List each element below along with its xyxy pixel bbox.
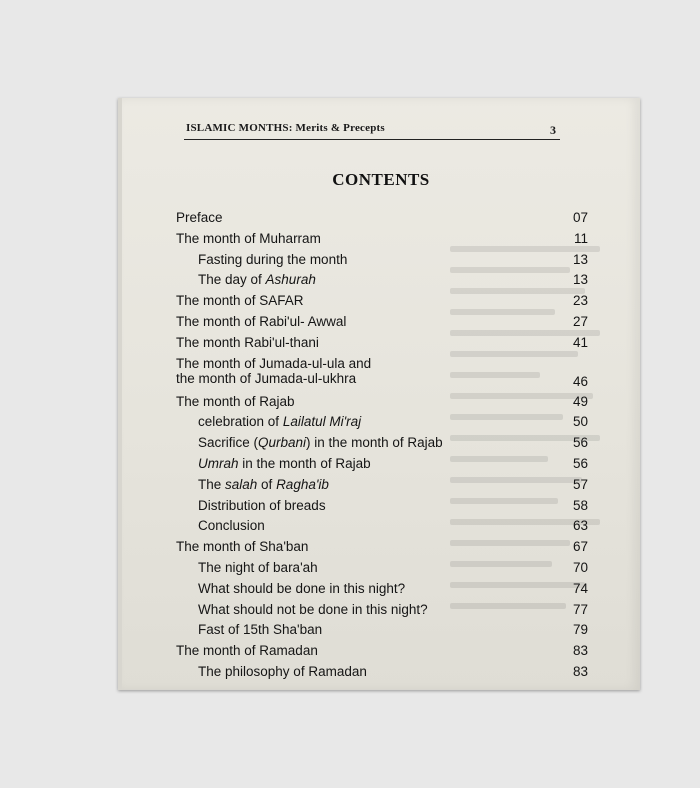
toc-entry-title	[176, 539, 308, 554]
toc-entry-title	[176, 252, 347, 267]
toc-entry-text: Distribution of breads	[198, 497, 326, 513]
toc-entry-text: The month of Muharram	[176, 230, 321, 246]
toc-page-number: 83	[572, 663, 588, 679]
toc-entry-text: The night of bara'ah	[198, 559, 318, 575]
toc-page-number: 67	[572, 539, 588, 555]
toc-entry-text: celebration of	[198, 414, 283, 430]
toc-entry-title	[176, 356, 371, 387]
toc-page-number: 49	[572, 393, 588, 409]
toc-entry	[176, 496, 588, 517]
toc-entry-text: The day of	[198, 272, 266, 288]
toc-page-number: 57	[572, 476, 588, 492]
toc-entry-title	[176, 210, 223, 225]
toc-page-number: 63	[572, 518, 588, 534]
toc-entry	[176, 250, 588, 271]
toc-page-number: 27	[572, 313, 588, 329]
table-of-contents	[176, 208, 588, 683]
toc-entry-text: The month Rabi'ul-thani	[176, 334, 319, 350]
toc-entry-text: The month of Ramadan	[176, 643, 318, 659]
toc-entry-title	[176, 231, 321, 246]
toc-entry	[176, 392, 588, 413]
toc-entry	[176, 270, 588, 291]
header-rule	[184, 139, 560, 140]
toc-entry-title	[176, 335, 319, 350]
toc-entry-text: Umrah	[198, 455, 239, 471]
toc-entry-title	[176, 456, 371, 471]
toc-entry-text: Ashurah	[265, 272, 316, 288]
toc-entry-text: Qurbani	[258, 435, 307, 451]
toc-entry	[176, 433, 588, 454]
toc-entry-text: The philosophy of Ramadan	[198, 663, 367, 679]
toc-entry-text: the month of Jumada-ul-ukhra	[176, 371, 357, 387]
toc-page-number: 74	[572, 580, 588, 596]
toc-entry-text: What should not be done in this night?	[198, 601, 428, 617]
toc-entry	[176, 208, 588, 229]
toc-page-number: 83	[572, 643, 588, 659]
toc-entry-title	[176, 560, 318, 575]
toc-entry	[176, 333, 588, 354]
toc-entry-text: The month of Jumada-ul-ula and	[176, 355, 372, 371]
toc-entry-title	[176, 314, 346, 329]
running-header: ISLAMIC MONTHS: Merits & Precepts	[186, 122, 385, 134]
toc-entry-title	[176, 272, 316, 287]
toc-entry-title	[176, 602, 428, 617]
toc-entry-text: of	[257, 476, 277, 492]
toc-entry-text: The month of SAFAR	[176, 293, 304, 309]
toc-entry	[176, 291, 588, 312]
toc-entry	[176, 641, 588, 662]
toc-entry	[176, 579, 588, 600]
toc-page-number: 77	[572, 601, 588, 617]
contents-title: CONTENTS	[332, 170, 430, 189]
toc-entry	[176, 516, 588, 537]
toc-entry-text: Fasting during the month	[198, 251, 348, 267]
toc-entry	[176, 312, 588, 333]
toc-entry-text: What should be done in this night?	[198, 580, 406, 596]
toc-page-number: 46	[572, 373, 588, 389]
toc-page-number: 07	[572, 210, 588, 225]
toc-entry-title	[176, 664, 367, 679]
toc-entry-text: The month of Rabi'ul- Awwal	[176, 313, 347, 329]
toc-entry-title	[176, 643, 318, 658]
toc-page-number: 56	[572, 435, 588, 451]
toc-entry-text: Lailatul Mi'raj	[282, 414, 362, 430]
toc-entry-title	[176, 581, 405, 596]
toc-entry	[176, 620, 588, 641]
toc-entry-text: The month of Rajab	[176, 393, 295, 409]
toc-entry	[176, 354, 588, 392]
toc-entry-text: The month of Sha'ban	[176, 539, 309, 555]
toc-page-number: 41	[572, 334, 588, 350]
toc-entry	[176, 475, 588, 496]
toc-page-number: 58	[572, 497, 588, 513]
toc-entry-text: Preface	[176, 210, 223, 225]
toc-page-number: 11	[573, 230, 588, 246]
toc-page-number: 13	[572, 272, 588, 288]
toc-entry-text: in the month of Rajab	[238, 455, 371, 471]
toc-entry-text: Sacrifice (	[198, 435, 259, 451]
toc-entry-title	[176, 477, 329, 492]
toc-entry-text: Fast of 15th Sha'ban	[198, 622, 323, 638]
toc-entry	[176, 600, 588, 621]
toc-entry-title	[176, 414, 361, 429]
toc-page-number: 79	[572, 622, 588, 638]
book-page	[118, 98, 640, 690]
toc-entry-title	[176, 394, 295, 409]
toc-page-number: 56	[572, 455, 588, 471]
toc-entry-title	[176, 498, 326, 513]
toc-entry	[176, 454, 588, 475]
toc-page-number: 70	[572, 559, 588, 575]
toc-entry-title	[176, 518, 265, 533]
toc-page-number: 23	[572, 293, 588, 309]
toc-entry-title	[176, 435, 443, 450]
toc-entry	[176, 229, 588, 250]
toc-entry-title	[176, 622, 322, 637]
toc-entry-text: Ragha'ib	[276, 476, 329, 492]
toc-entry	[176, 558, 588, 579]
toc-entry	[176, 537, 588, 558]
page-number: 3	[550, 123, 556, 137]
toc-page-number: 13	[572, 251, 588, 267]
toc-entry	[176, 412, 588, 433]
toc-entry-text: Conclusion	[198, 518, 265, 534]
toc-entry-text: The	[198, 476, 226, 492]
toc-entry	[176, 662, 588, 683]
toc-entry-text: ) in the month of Rajab	[306, 435, 443, 451]
toc-entry-text: salah	[225, 476, 258, 492]
toc-entry-title	[176, 293, 304, 308]
toc-page-number: 50	[572, 414, 588, 430]
